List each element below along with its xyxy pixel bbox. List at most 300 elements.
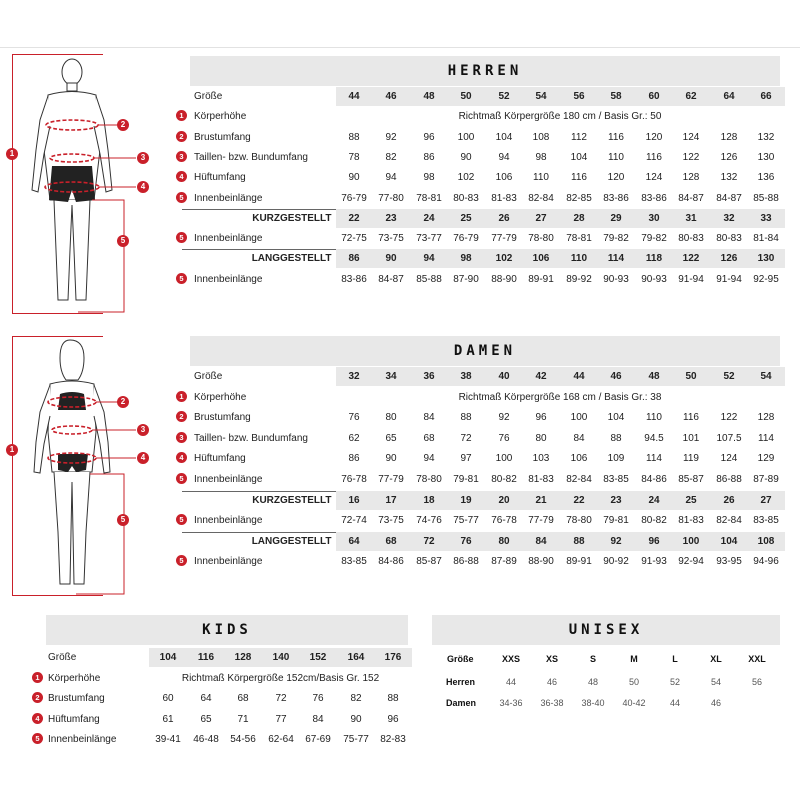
size-cell: 23	[610, 494, 622, 506]
size-cell: XXS	[501, 654, 520, 664]
measure-label: Taillen- bzw. Bundumfang	[194, 151, 308, 163]
marker-2: 2	[117, 396, 129, 408]
value-cell: 78-80	[566, 515, 592, 527]
size-cell: 50	[685, 371, 697, 382]
measure-label: Hüftumfang	[194, 172, 246, 184]
measure-number-badge: 1	[176, 391, 187, 402]
value-cell: 73-75	[378, 233, 404, 245]
measure-number-badge: 4	[176, 452, 187, 463]
value-cell: 92	[385, 131, 397, 143]
value-cell: 120	[645, 131, 663, 143]
size-cell: 80	[498, 535, 510, 547]
value-cell: 68	[237, 693, 249, 704]
size-cell: 34	[385, 371, 397, 382]
measure-number-badge: 3	[176, 151, 187, 162]
value-cell: 104	[607, 412, 625, 424]
size-cell: 94	[423, 253, 435, 265]
value-cell: 91-94	[678, 273, 704, 285]
size-cell: 92	[610, 535, 622, 547]
herren-lang-size-row	[0, 248, 800, 269]
value-cell: 77-79	[378, 474, 404, 485]
size-cell: 126	[720, 253, 738, 265]
value-cell: 86	[423, 151, 435, 163]
measure-label: Brustumfang	[194, 412, 251, 424]
value-cell: 128	[757, 412, 775, 424]
value-cell: 85-88	[753, 192, 779, 204]
value-cell: 124	[682, 131, 700, 143]
unisex-title: UNISEX	[432, 615, 780, 645]
value-cell: 79-81	[603, 515, 629, 527]
marker-2: 2	[117, 119, 129, 131]
size-cell: XXL	[748, 654, 766, 664]
size-cell: 130	[757, 253, 775, 265]
size-cell: 29	[610, 212, 622, 224]
size-cell: 30	[648, 212, 660, 224]
size-cell: L	[672, 654, 678, 664]
size-cell: 24	[423, 212, 435, 224]
size-cell: 102	[495, 253, 513, 265]
size-cell: 116	[197, 652, 215, 663]
value-cell: 122	[720, 412, 738, 424]
value-cell: 78-80	[416, 474, 442, 485]
value-cell: 110	[608, 151, 624, 163]
size-cell: 106	[532, 253, 550, 265]
value-cell: 91-94	[716, 273, 742, 285]
value-cell: 84-87	[678, 192, 704, 204]
value-cell: 78	[348, 151, 360, 163]
measure-label: Brustumfang	[194, 131, 251, 143]
value-cell: 94	[423, 453, 435, 465]
value-cell: 77	[275, 713, 287, 725]
value-cell: 82-84	[716, 515, 742, 527]
value-cell: 88-90	[528, 556, 554, 568]
value-cell: 36-38	[540, 698, 564, 708]
size-cell: 176	[384, 652, 402, 663]
damen-size-row	[0, 366, 800, 387]
value-cell: 88	[610, 432, 622, 444]
value-cell: 87-90	[453, 273, 479, 285]
value-cell: 90-93	[641, 273, 667, 285]
size-cell: 18	[423, 494, 435, 506]
size-cell: S	[589, 654, 596, 664]
damen-koerperhoehe-row	[0, 387, 800, 408]
value-cell: 98	[535, 151, 547, 163]
value-cell: 94	[385, 172, 397, 184]
value-cell: 86-88	[453, 556, 479, 568]
value-cell: 81-84	[753, 233, 779, 245]
size-cell: 21	[535, 494, 547, 506]
value-cell: 93-95	[716, 556, 742, 568]
value-cell: 72-75	[341, 233, 367, 245]
damen-lang-size-row-label: LANGGESTELLT	[251, 535, 332, 547]
value-cell: 85-87	[416, 556, 442, 568]
herren-row-2	[0, 167, 800, 188]
size-cell: 56	[573, 91, 585, 102]
size-cell: M	[630, 654, 638, 664]
herren-row-3	[0, 188, 800, 209]
value-cell: 34-36	[499, 698, 523, 708]
damen-lang-row	[0, 551, 800, 572]
value-cell: 79-82	[603, 233, 629, 245]
value-cell: 90	[348, 172, 360, 184]
value-cell: 77-79	[528, 515, 554, 527]
size-cell: 46	[610, 371, 622, 382]
size-cell: 114	[607, 253, 625, 265]
size-cell: 88	[573, 535, 585, 547]
value-cell: 85-87	[678, 474, 704, 485]
value-cell: 89-91	[528, 273, 554, 285]
measure-label: Innenbeinlänge	[194, 474, 263, 485]
herren-size-row	[0, 86, 800, 107]
size-cell: 40	[498, 371, 510, 382]
kids-row-2	[0, 729, 800, 750]
value-cell: 75-77	[343, 734, 369, 745]
value-cell: 90	[350, 713, 362, 725]
measure-label: Körperhöhe	[194, 111, 247, 123]
kids-title: KIDS	[46, 615, 408, 645]
damen-row-1	[0, 428, 800, 449]
value-cell: 88	[348, 131, 360, 143]
marker-4: 4	[137, 181, 149, 193]
measure-number-badge: 4	[176, 171, 187, 182]
value-cell: 109	[607, 453, 625, 465]
measure-label: Körperhöhe	[194, 391, 247, 403]
size-cell: 33	[760, 212, 772, 224]
measure-label: Hüftumfang	[48, 713, 100, 725]
value-cell: 78-81	[416, 192, 442, 204]
value-cell: 96	[423, 131, 435, 143]
value-cell: 72-74	[341, 515, 367, 527]
size-cell: 96	[648, 535, 660, 547]
size-cell: 100	[682, 535, 700, 547]
value-cell: 84	[312, 713, 324, 725]
size-cell: 44	[573, 371, 585, 382]
measure-number-badge: 3	[176, 432, 187, 443]
size-cell: 26	[723, 494, 735, 506]
size-cell: 25	[685, 494, 697, 506]
size-cell: 36	[423, 371, 435, 382]
herren-title: HERREN	[190, 56, 780, 86]
value-cell: 90	[385, 453, 397, 465]
value-cell: 82	[385, 151, 397, 163]
value-cell: 46	[546, 677, 557, 687]
size-cell: 19	[460, 494, 472, 506]
value-cell: 110	[646, 412, 662, 424]
value-cell: 106	[495, 172, 513, 184]
size-cell: 32	[723, 212, 735, 224]
value-cell: 82	[350, 693, 362, 704]
value-cell: 73-75	[378, 515, 404, 527]
value-cell: 124	[720, 453, 738, 465]
value-cell: 98	[423, 172, 435, 184]
value-cell: 76	[498, 432, 510, 444]
top-divider	[0, 47, 800, 48]
value-cell: 81-83	[678, 515, 704, 527]
value-cell: 129	[757, 453, 775, 465]
measure-number-badge: 5	[176, 232, 187, 243]
value-cell: 40-42	[622, 698, 646, 708]
size-cell: 122	[682, 253, 700, 265]
size-cell: 58	[610, 91, 622, 102]
value-cell: 54-56	[230, 734, 256, 745]
measure-label: Brustumfang	[48, 693, 105, 704]
measure-label: Innenbeinlänge	[194, 273, 263, 285]
size-cell: 48	[648, 371, 660, 382]
value-cell: 88	[387, 693, 399, 704]
value-cell: 78-80	[528, 233, 554, 245]
herren-lang-row	[0, 269, 800, 290]
value-cell: 74-76	[416, 515, 442, 527]
size-cell: 152	[309, 652, 327, 663]
size-cell: 22	[348, 212, 360, 224]
value-cell: 77-80	[378, 192, 404, 204]
value-cell: 128	[682, 172, 700, 184]
damen-row-0	[0, 407, 800, 428]
value-cell: 100	[457, 131, 475, 143]
value-cell: 114	[758, 432, 774, 444]
value-cell: 72	[460, 432, 472, 444]
size-cell: 140	[272, 652, 290, 663]
value-cell: 86	[348, 453, 360, 465]
damen-size-row-label: Größe	[194, 371, 223, 382]
size-cell: 50	[460, 91, 472, 102]
value-cell: 103	[532, 453, 550, 465]
size-cell: 44	[348, 91, 360, 102]
size-cell: 54	[760, 371, 772, 382]
value-cell: 136	[757, 172, 775, 184]
herren-kurz-row	[0, 228, 800, 249]
herren-koerperhoehe-row	[0, 106, 800, 127]
size-cell: XS	[545, 654, 558, 664]
herren-kurz-size-row	[0, 208, 800, 229]
reference-height-note: Richtmaß Körpergröße 168 cm / Basis Gr.: 38	[458, 391, 662, 403]
size-cell: 118	[645, 253, 663, 265]
damen-row-2	[0, 448, 800, 469]
value-cell: 62-64	[268, 734, 294, 745]
value-cell: 104	[495, 131, 513, 143]
measure-number-badge: 1	[32, 672, 43, 683]
size-cell: 164	[347, 652, 365, 663]
marker-3: 3	[137, 424, 149, 436]
value-cell: 80-82	[641, 515, 667, 527]
value-cell: 83-85	[753, 515, 779, 527]
size-cell: 52	[723, 371, 735, 382]
value-cell: 80	[385, 412, 397, 424]
size-cell: 60	[648, 91, 660, 102]
value-cell: 106	[570, 453, 588, 465]
measure-number-badge: 5	[176, 192, 187, 203]
value-cell: 108	[532, 131, 550, 143]
unisex-size-label: Größe	[447, 654, 474, 664]
value-cell: 65	[200, 713, 212, 725]
size-cell: 62	[685, 91, 697, 102]
value-cell: 83-86	[603, 192, 629, 204]
measure-number-badge: 5	[176, 273, 187, 284]
value-cell: 48	[587, 677, 598, 687]
value-cell: 90	[460, 151, 472, 163]
measure-number-badge: 2	[176, 411, 187, 422]
value-cell: 84-86	[378, 556, 404, 568]
value-cell: 64	[200, 693, 212, 704]
size-cell: 52	[498, 91, 510, 102]
value-cell: 44	[505, 677, 516, 687]
value-cell: 71	[237, 713, 249, 725]
value-cell: 75-77	[453, 515, 479, 527]
value-cell: 101	[682, 432, 700, 444]
value-cell: 80-83	[716, 233, 742, 245]
value-cell: 94	[498, 151, 510, 163]
value-cell: 84	[573, 432, 585, 444]
value-cell: 120	[607, 172, 625, 184]
value-cell: 76-79	[341, 192, 367, 204]
size-cell: 27	[760, 494, 772, 506]
value-cell: 80-82	[491, 474, 517, 485]
value-cell: 76-78	[341, 474, 367, 485]
marker-5: 5	[117, 235, 129, 247]
value-cell: 46-48	[193, 734, 219, 745]
value-cell: 130	[757, 151, 775, 163]
size-cell: 128	[234, 652, 252, 663]
value-cell: 72	[275, 693, 287, 704]
herren-row-1	[0, 147, 800, 168]
value-cell: 73-77	[416, 233, 442, 245]
marker-1: 1	[6, 444, 18, 456]
reference-height-note: Richtmaß Körpergröße 152cm/Basis Gr. 152	[181, 672, 380, 684]
measure-number-badge: 5	[176, 555, 187, 566]
size-cell: 64	[723, 91, 735, 102]
value-cell: 65	[385, 432, 397, 444]
value-cell: 116	[646, 151, 662, 163]
value-cell: 82-83	[380, 734, 406, 745]
value-cell: 76	[348, 412, 360, 424]
value-cell: 60	[162, 693, 174, 704]
value-cell: 91-93	[641, 556, 667, 568]
value-cell: 54	[710, 677, 721, 687]
value-cell: 96	[535, 412, 547, 424]
value-cell: 50	[628, 677, 639, 687]
measure-number-badge: 2	[32, 692, 43, 703]
value-cell: 107.5	[716, 432, 742, 444]
value-cell: 81-83	[528, 474, 554, 485]
size-cell: 86	[348, 253, 360, 265]
value-cell: 100	[495, 453, 513, 465]
measure-number-badge: 2	[176, 131, 187, 142]
kids-row-1	[0, 709, 800, 730]
size-cell: 48	[423, 91, 435, 102]
measure-number-badge: 5	[32, 733, 43, 744]
value-cell: 84	[423, 412, 435, 424]
measure-label: Innenbeinlänge	[194, 515, 263, 527]
value-cell: 83-86	[341, 273, 367, 285]
kids-size-row-label: Größe	[48, 652, 77, 663]
marker-1: 1	[6, 148, 18, 160]
value-cell: 94.5	[644, 432, 664, 444]
size-cell: 25	[460, 212, 472, 224]
value-cell: 102	[457, 172, 475, 184]
value-cell: 78-81	[566, 233, 592, 245]
value-cell: 80-83	[453, 192, 479, 204]
value-cell: 79-81	[453, 474, 479, 485]
value-cell: 94-96	[753, 556, 779, 568]
value-cell: 81-83	[491, 192, 517, 204]
marker-4: 4	[137, 452, 149, 464]
value-cell: 67-69	[305, 734, 331, 745]
damen-row-3	[0, 469, 800, 490]
value-cell: 87-89	[491, 556, 517, 568]
value-cell: 104	[570, 151, 588, 163]
damen-lang-size-row	[0, 531, 800, 552]
measure-number-badge: 5	[176, 473, 187, 484]
value-cell: 84-87	[716, 192, 742, 204]
value-cell: 84-86	[641, 474, 667, 485]
value-cell: 83-86	[641, 192, 667, 204]
value-cell: 90-92	[603, 556, 629, 568]
size-cell: 26	[498, 212, 510, 224]
value-cell: 87-89	[753, 474, 779, 485]
unisex-row-label: Damen	[446, 698, 477, 708]
damen-kurz-size-row-label: KURZGESTELLT	[252, 494, 332, 506]
value-cell: 38-40	[581, 698, 605, 708]
value-cell: 126	[720, 151, 738, 163]
value-cell: 88-90	[491, 273, 517, 285]
measure-label: Körperhöhe	[48, 672, 101, 684]
value-cell: 80	[535, 432, 547, 444]
value-cell: 86-88	[716, 474, 742, 485]
size-cell: 108	[757, 535, 775, 547]
value-cell: 88	[460, 412, 472, 424]
value-cell: 124	[645, 172, 663, 184]
value-cell: 76-79	[453, 233, 479, 245]
value-cell: 61	[162, 713, 174, 725]
measure-label: Innenbeinlänge	[194, 233, 263, 245]
size-cell: 24	[648, 494, 660, 506]
herren-lang-size-row-label: LANGGESTELLT	[251, 253, 332, 265]
value-cell: 116	[571, 172, 587, 184]
size-cell: 42	[535, 371, 547, 382]
size-cell: 64	[348, 535, 360, 547]
size-cell: 110	[570, 253, 588, 265]
size-cell: 20	[498, 494, 510, 506]
size-cell: 23	[385, 212, 397, 224]
value-cell: 92	[498, 412, 510, 424]
value-cell: 114	[646, 453, 662, 465]
measure-number-badge: 5	[176, 514, 187, 525]
size-cell: 84	[535, 535, 547, 547]
size-cell: 32	[348, 371, 360, 382]
size-cell: XL	[710, 654, 722, 664]
value-cell: 82-85	[566, 192, 592, 204]
value-cell: 83-85	[603, 474, 629, 485]
value-cell: 132	[720, 172, 738, 184]
value-cell: 39-41	[155, 734, 181, 745]
size-cell: 54	[535, 91, 547, 102]
value-cell: 46	[710, 698, 721, 708]
size-cell: 28	[573, 212, 585, 224]
value-cell: 89-92	[566, 273, 592, 285]
value-cell: 97	[460, 453, 472, 465]
size-cell: 90	[385, 253, 397, 265]
size-cell: 76	[460, 535, 472, 547]
value-cell: 62	[348, 432, 360, 444]
value-cell: 116	[683, 412, 699, 424]
size-cell: 72	[423, 535, 435, 547]
value-cell: 89-91	[566, 556, 592, 568]
value-cell: 96	[387, 713, 399, 725]
marker-3: 3	[137, 152, 149, 164]
value-cell: 112	[571, 131, 587, 143]
measure-label: Taillen- bzw. Bundumfang	[194, 432, 308, 444]
value-cell: 128	[720, 131, 738, 143]
